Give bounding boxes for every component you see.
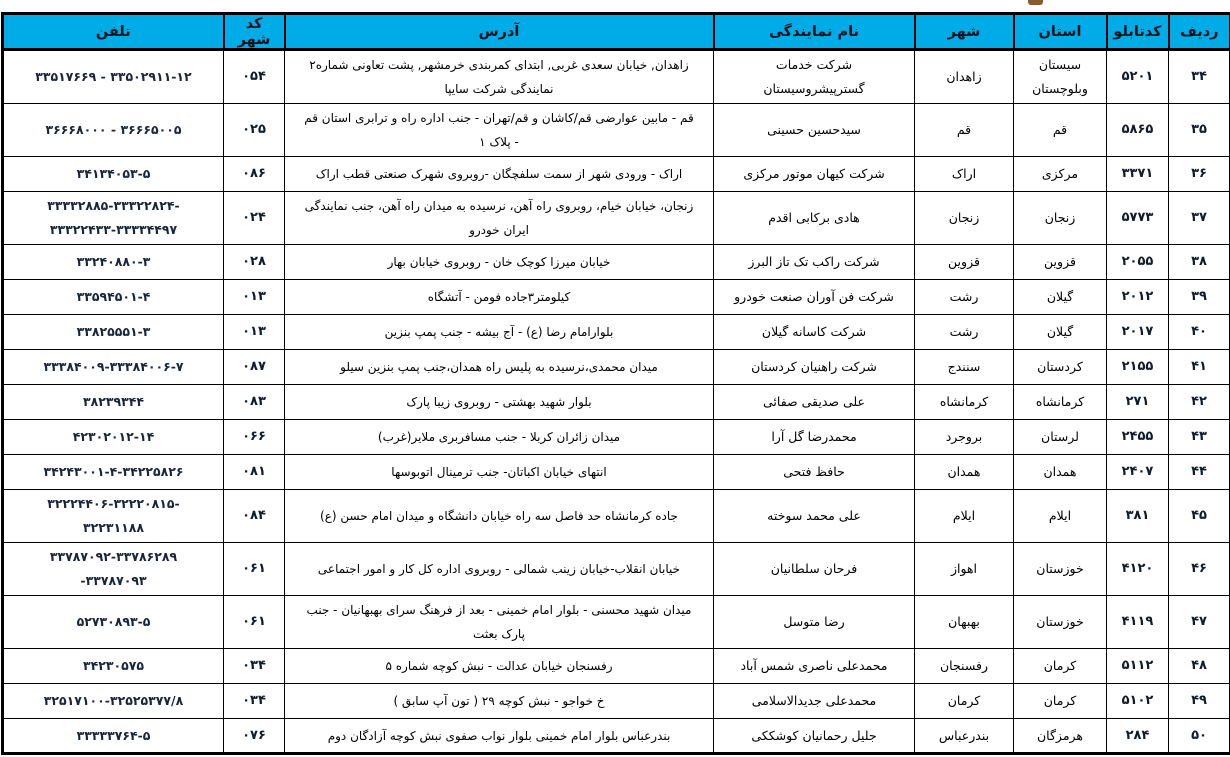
cell-city: بهبهان — [915, 596, 1014, 649]
cell-tabloo: ۴۱۲۰ — [1107, 543, 1169, 596]
cell-phone: ۳۳۵۱۷۶۶۹ - ۳۳۵۰۲۹۱۱-۱۲ — [3, 50, 224, 104]
cell-phone: ۳۳۸۲۵۵۵۱-۳ — [3, 315, 224, 350]
cell-radif: ۴۱ — [1169, 350, 1230, 385]
cell-rep: علی صدیقی صفائی — [714, 385, 915, 420]
table-row — [3, 719, 1230, 754]
col-header-radif: ردیف — [1169, 14, 1230, 50]
cell-tabloo: ۲۰۱۲ — [1107, 280, 1169, 315]
cell-radif: ۴۸ — [1169, 649, 1230, 684]
cell-phone: ۳۳۲۴۰۸۸۰-۳ — [3, 245, 224, 280]
cell-rep: شرکت خدمات گسترپیشروسیستان — [714, 50, 915, 104]
cell-city: قزوین — [915, 245, 1014, 280]
clipped-title-fragment — [1028, 0, 1043, 5]
cell-province: مرکزی — [1014, 157, 1107, 192]
cell-city: سنندج — [915, 350, 1014, 385]
cell-tabloo: ۲۰۵۵ — [1107, 245, 1169, 280]
col-header-phone: تلفن — [3, 14, 224, 50]
cell-city_code: ۰۲۴ — [224, 192, 285, 245]
cell-province: زنجان — [1014, 192, 1107, 245]
table-row — [3, 649, 1230, 684]
cell-address: جاده کرمانشاه حد فاصل سه راه خیابان دانشگاه و میدان امام حسن (ع) — [285, 490, 714, 543]
cell-radif: ۴۶ — [1169, 543, 1230, 596]
cell-address: میدان محمدی،نرسیده به پلیس راه همدان،جنب پمپ بنزین سیلو — [285, 350, 714, 385]
cell-city: رشت — [915, 280, 1014, 315]
col-header-province: استان — [1014, 14, 1107, 50]
cell-radif: ۴۵ — [1169, 490, 1230, 543]
cell-city_code: ۰۳۴ — [224, 649, 285, 684]
cell-city_code: ۰۲۵ — [224, 104, 285, 157]
cell-city: کرمانشاه — [915, 385, 1014, 420]
cell-phone: ۳۳۳۳۲۸۸۵-۳۳۳۲۲۸۲۴- ۳۳۳۲۲۴۳۳-۳۳۳۳۴۴۹۷ — [3, 192, 224, 245]
cell-rep: فرحان سلطانیان — [714, 543, 915, 596]
cell-rep: جلیل رحمانیان کوشککی — [714, 719, 915, 754]
table-row — [3, 420, 1230, 455]
cell-address: بلوارامام رضا (ع) - آج بیشه - جنب پمپ بنزین — [285, 315, 714, 350]
table-header — [3, 14, 1230, 50]
table-row — [3, 490, 1230, 543]
cell-phone: ۳۴۲۴۳۰۰۱-۴-۳۴۲۲۵۸۲۶ — [3, 455, 224, 490]
cell-phone: ۳۸۲۳۹۳۴۴ — [3, 385, 224, 420]
cell-tabloo: ۲۰۱۷ — [1107, 315, 1169, 350]
cell-city_code: ۰۸۷ — [224, 350, 285, 385]
cell-city: اهواز — [915, 543, 1014, 596]
cell-address: میدان زائران کربلا - جنب مسافربری ملایر(غرب) — [285, 420, 714, 455]
cell-city: رشت — [915, 315, 1014, 350]
cell-phone: ۳۲۵۱۷۱۰۰-۳۲۵۲۵۳۷۷/۸ — [3, 684, 224, 719]
cell-city_code: ۰۸۴ — [224, 490, 285, 543]
cell-radif: ۴۲ — [1169, 385, 1230, 420]
cell-address: بلوار شهید بهشتی - روبروی زیبا پارک — [285, 385, 714, 420]
cell-address: خیابان میرزا کوچک خان - روبروی خیابان بهار — [285, 245, 714, 280]
cell-radif: ۴۴ — [1169, 455, 1230, 490]
cell-phone: ۳۲۲۲۴۴۰۶-۳۲۲۲۰۸۱۵- ۳۲۲۳۱۱۸۸ — [3, 490, 224, 543]
cell-tabloo: ۲۱۵۵ — [1107, 350, 1169, 385]
cell-province: کرمان — [1014, 649, 1107, 684]
cell-address: زاهدان, خیابان سعدی غربی, ابتدای کمربندی خرمشهر, پشت تعاونی شماره۲ نمایندگی شرکت سایپا — [285, 50, 714, 104]
cell-rep: حافظ فتحی — [714, 455, 915, 490]
cell-province: گیلان — [1014, 315, 1107, 350]
cell-province: هرمزگان — [1014, 719, 1107, 754]
cell-city_code: ۰۵۴ — [224, 50, 285, 104]
cell-city_code: ۰۸۳ — [224, 385, 285, 420]
cell-phone: ۳۳۳۸۴۰۰۹-۳۳۳۸۴۰۰۶-۷ — [3, 350, 224, 385]
cell-address: میدان شهید محسنی - بلوار امام خمینی - بعد از فرهنگ سرای بهبهانیان - جنب پارک بعثت — [285, 596, 714, 649]
cell-tabloo: ۲۸۴ — [1107, 719, 1169, 754]
cell-address: اراک - ورودی شهر از سمت سلفچگان -روبروی شهرک صنعتی قطب اراک — [285, 157, 714, 192]
cell-tabloo: ۵۷۷۳ — [1107, 192, 1169, 245]
table-body — [3, 50, 1230, 754]
header-row — [3, 14, 1230, 50]
cell-tabloo: ۵۱۱۲ — [1107, 649, 1169, 684]
cell-radif: ۴۷ — [1169, 596, 1230, 649]
table-row — [3, 315, 1230, 350]
table-row — [3, 350, 1230, 385]
cell-province: کرمان — [1014, 684, 1107, 719]
cell-radif: ۳۶ — [1169, 157, 1230, 192]
table-row — [3, 157, 1230, 192]
cell-phone: ۳۴۱۳۴۰۵۳-۵ — [3, 157, 224, 192]
cell-address: قم - مابین عوارضی قم/کاشان و قم/تهران - جنب اداره راه و ترابری استان قم - پلاک ۱ — [285, 104, 714, 157]
cell-address: خ خواجو - نبش کوچه ۲۹ ( تون آپ سابق ) — [285, 684, 714, 719]
dealers-table — [1, 12, 1230, 755]
table-row — [3, 280, 1230, 315]
table-row — [3, 104, 1230, 157]
cell-tabloo: ۵۱۰۲ — [1107, 684, 1169, 719]
cell-rep: شرکت راکب تک تاز البرز — [714, 245, 915, 280]
cell-province: قزوین — [1014, 245, 1107, 280]
table-row — [3, 385, 1230, 420]
cell-phone: ۳۳۳۳۳۷۶۴-۵ — [3, 719, 224, 754]
cell-rep: شرکت کاسانه گیلان — [714, 315, 915, 350]
cell-city_code: ۰۲۸ — [224, 245, 285, 280]
cell-address: رفسنجان خیابان عدالت - نبش کوچه شماره ۵ — [285, 649, 714, 684]
cell-phone: ۳۴۲۳۰۵۷۵ — [3, 649, 224, 684]
cell-city: کرمان — [915, 684, 1014, 719]
col-header-rep: نام نمایندگی — [714, 14, 915, 50]
cell-radif: ۴۳ — [1169, 420, 1230, 455]
cell-province: خوزستان — [1014, 543, 1107, 596]
cell-address: کیلومتر۳جاده فومن - آتشگاه — [285, 280, 714, 315]
table-row — [3, 455, 1230, 490]
cell-province: سیستان وبلوچستان — [1014, 50, 1107, 104]
cell-phone: ۳۳۵۹۴۵۰۱-۴ — [3, 280, 224, 315]
cell-rep: شرکت کیهان موتور مرکزی — [714, 157, 915, 192]
table-row — [3, 50, 1230, 104]
cell-tabloo: ۵۸۶۵ — [1107, 104, 1169, 157]
cell-province: لرستان — [1014, 420, 1107, 455]
table-row — [3, 245, 1230, 280]
cell-city: بندرعباس — [915, 719, 1014, 754]
cell-tabloo: ۴۱۱۹ — [1107, 596, 1169, 649]
cell-phone: ۵۲۷۳۰۸۹۳-۵ — [3, 596, 224, 649]
cell-province: قم — [1014, 104, 1107, 157]
cell-rep: شرکت راهنیان کردستان — [714, 350, 915, 385]
cell-radif: ۳۴ — [1169, 50, 1230, 104]
cell-radif: ۳۵ — [1169, 104, 1230, 157]
cell-address: بندرعباس بلوار امام خمینی بلوار نواب صفوی نبش کوچه آزادگان دوم — [285, 719, 714, 754]
cell-province: گیلان — [1014, 280, 1107, 315]
cell-tabloo: ۳۳۷۱ — [1107, 157, 1169, 192]
cell-city_code: ۰۱۳ — [224, 315, 285, 350]
cell-rep: علی محمد سوخته — [714, 490, 915, 543]
col-header-address: آدرس — [285, 14, 714, 50]
cell-city_code: ۰۸۱ — [224, 455, 285, 490]
cell-radif: ۵۰ — [1169, 719, 1230, 754]
cell-province: خوزستان — [1014, 596, 1107, 649]
cell-tabloo: ۵۲۰۱ — [1107, 50, 1169, 104]
table-row — [3, 192, 1230, 245]
cell-address: انتهای خیابان اکباتان- جنب ترمینال اتوبوسها — [285, 455, 714, 490]
cell-radif: ۳۹ — [1169, 280, 1230, 315]
cell-rep: محمدعلی جدیدالاسلامی — [714, 684, 915, 719]
cell-city: ایلام — [915, 490, 1014, 543]
col-header-city: شهر — [915, 14, 1014, 50]
cell-rep: سیدحسین حسینی — [714, 104, 915, 157]
cell-city: زاهدان — [915, 50, 1014, 104]
cell-city_code: ۰۱۳ — [224, 280, 285, 315]
cell-province: کردستان — [1014, 350, 1107, 385]
table-row — [3, 543, 1230, 596]
cell-city: بروجرد — [915, 420, 1014, 455]
cell-rep: رضا متوسل — [714, 596, 915, 649]
cell-address: خیابان انقلاب-خیابان زینب شمالی - روبروی اداره کل کار و امور اجتماعی — [285, 543, 714, 596]
cell-tabloo: ۳۸۱ — [1107, 490, 1169, 543]
cell-rep: محمدرضا گل آرا — [714, 420, 915, 455]
col-header-city-code: کد شهر — [224, 14, 285, 50]
cell-radif: ۴۹ — [1169, 684, 1230, 719]
cell-province: همدان — [1014, 455, 1107, 490]
cell-city_code: ۰۸۶ — [224, 157, 285, 192]
cell-province: کرمانشاه — [1014, 385, 1107, 420]
cell-city: رفسنجان — [915, 649, 1014, 684]
cell-city: اراک — [915, 157, 1014, 192]
cell-city_code: ۰۳۴ — [224, 684, 285, 719]
cell-province: ایلام — [1014, 490, 1107, 543]
cell-rep: هادی برکابی اقدم — [714, 192, 915, 245]
cell-tabloo: ۲۷۱ — [1107, 385, 1169, 420]
cell-address: زنجان، خیابان خیام، روبروی راه آهن، نرسیده به میدان راه آهن، جنب نمایندگی ایران خودرو — [285, 192, 714, 245]
table-row — [3, 684, 1230, 719]
col-header-tabloo: کدتابلو — [1107, 14, 1169, 50]
cell-radif: ۳۷ — [1169, 192, 1230, 245]
cell-city_code: ۰۶۱ — [224, 596, 285, 649]
table-row — [3, 596, 1230, 649]
cell-phone: ۳۳۷۸۷۰۹۲-۳۳۷۸۶۲۸۹ -۳۳۷۸۷۰۹۳ — [3, 543, 224, 596]
cell-city_code: ۰۷۶ — [224, 719, 285, 754]
cell-phone: ۴۲۳۰۲۰۱۲-۱۴ — [3, 420, 224, 455]
cell-rep: شرکت فن آوران صنعت خودرو — [714, 280, 915, 315]
cell-city_code: ۰۶۶ — [224, 420, 285, 455]
cell-city: قم — [915, 104, 1014, 157]
cell-city: همدان — [915, 455, 1014, 490]
cell-radif: ۳۸ — [1169, 245, 1230, 280]
cell-city: زنجان — [915, 192, 1014, 245]
cell-phone: ۳۶۶۶۸۰۰۰ - ۳۶۶۶۵۰۰۵ — [3, 104, 224, 157]
cell-rep: محمدعلی ناصری شمس آباد — [714, 649, 915, 684]
cell-tabloo: ۲۴۰۷ — [1107, 455, 1169, 490]
cell-city_code: ۰۶۱ — [224, 543, 285, 596]
cell-radif: ۴۰ — [1169, 315, 1230, 350]
cell-tabloo: ۲۴۵۵ — [1107, 420, 1169, 455]
